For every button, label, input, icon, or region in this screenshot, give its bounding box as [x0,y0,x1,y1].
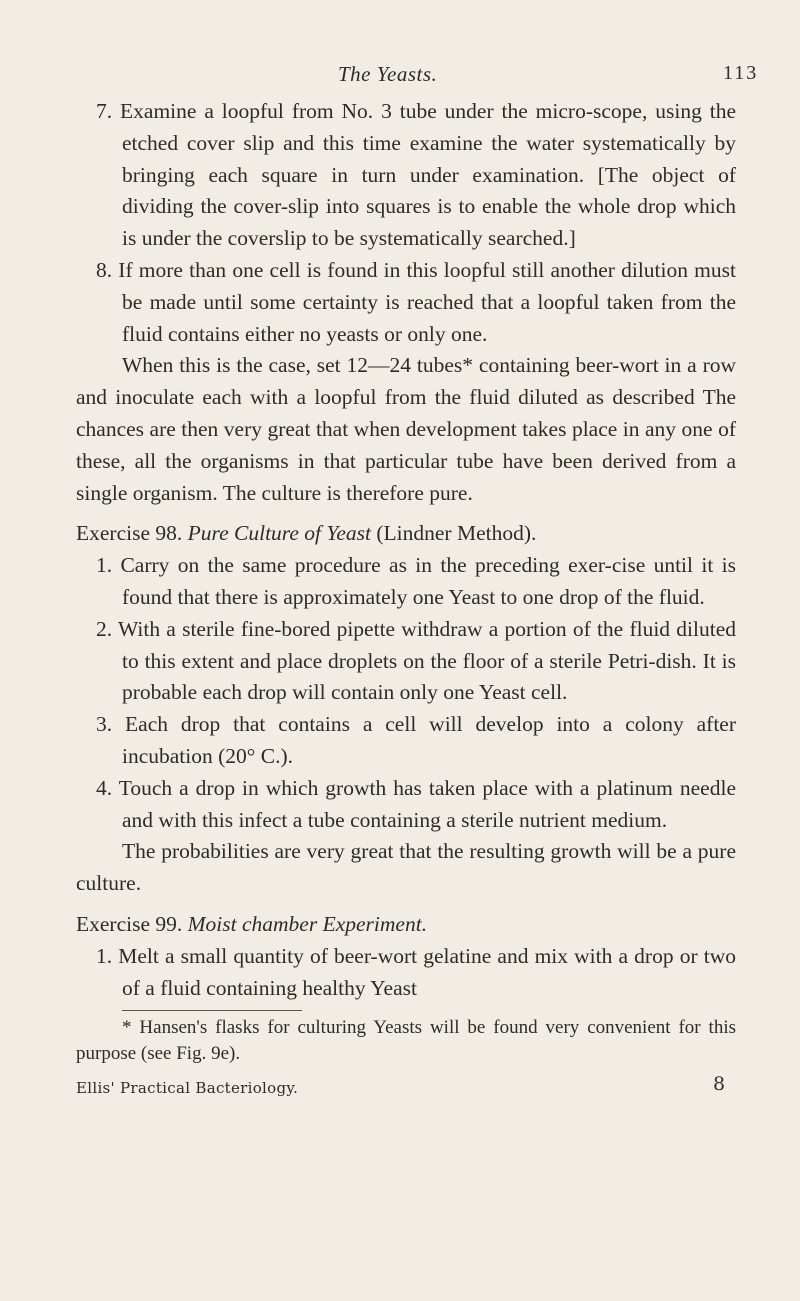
exercise-title: Pure Culture of Yeast [187,521,371,546]
running-head: The Yeasts. [338,62,438,86]
exercise-label: Exercise 99. [76,911,183,936]
page-number: 113 [723,62,759,84]
signature-line [76,1071,736,1099]
list-item: 1. Melt a small quantity of beer-wort gelatine and mix with a drop or two of a fluid containing healthy Yeast [96,943,736,1000]
list-item: 4. Touch a drop in which growth has taken place with a platinum needle and with this infect a tube containing a sterile nutrient medium. [96,775,736,832]
list-item: 2. With a sterile fine-bored pipette withdraw a portion of the fluid diluted to this extent and place droplets on the floor of a sterile Petri-dish. It is probable each drop will contain only one Yeast cell. [96,616,736,705]
paragraph: The probabilities are very great that the resulting growth will be a pure culture. [76,839,736,896]
list-item: 1. Carry on the same procedure as in the preceding exer-cise until it is found that there is approximately one Yeast to one drop of the fluid. [96,553,736,609]
page-header [0,62,800,92]
footnote-divider [122,1010,302,1011]
exercise-title: Moist chamber Experiment. [187,911,428,936]
list-item-7: 7. Examine a loopful from No. 3 tube under the micro-scope, using the etched cover slip and this time examine the water systematically by bringing each square in turn under examination. [The object of dividing the cover-slip into squares is to enable the whole drop which is under the coverslip to be systematically searched.] [96,99,736,251]
signature-mark: 8 [713,1073,726,1096]
exercise-label: Exercise 98. [76,521,183,546]
exercise-heading-98 [76,518,736,550]
list-item: 3. Each drop that contains a cell will develop into a colony after incubation (20° C.). [96,712,736,768]
page-body [76,96,736,1099]
footnote: * Hansen's flasks for culturing Yeasts will be found very convenient for this purpose (see Fig. 9e). [76,1017,736,1065]
exercise-heading-99 [76,909,736,941]
exercise-suffix: (Lindner Method). [376,521,537,546]
signature-text: Ellis' Practical Bacteriology. [76,1079,299,1098]
list-item-8: 8. If more than one cell is found in this loopful still another dilution must be made until some certainty is reached that a loopful taken from the fluid contains either no yeasts or only one. [96,257,736,346]
paragraph: When this is the case, set 12—24 tubes* containing beer-wort in a row and inoculate each with a loopful from the fluid diluted as described The chances are then very great that when development takes place in any one of these, all the organisms in that particular tube have been derived from a single organism. The culture is therefore pure. [76,353,736,505]
